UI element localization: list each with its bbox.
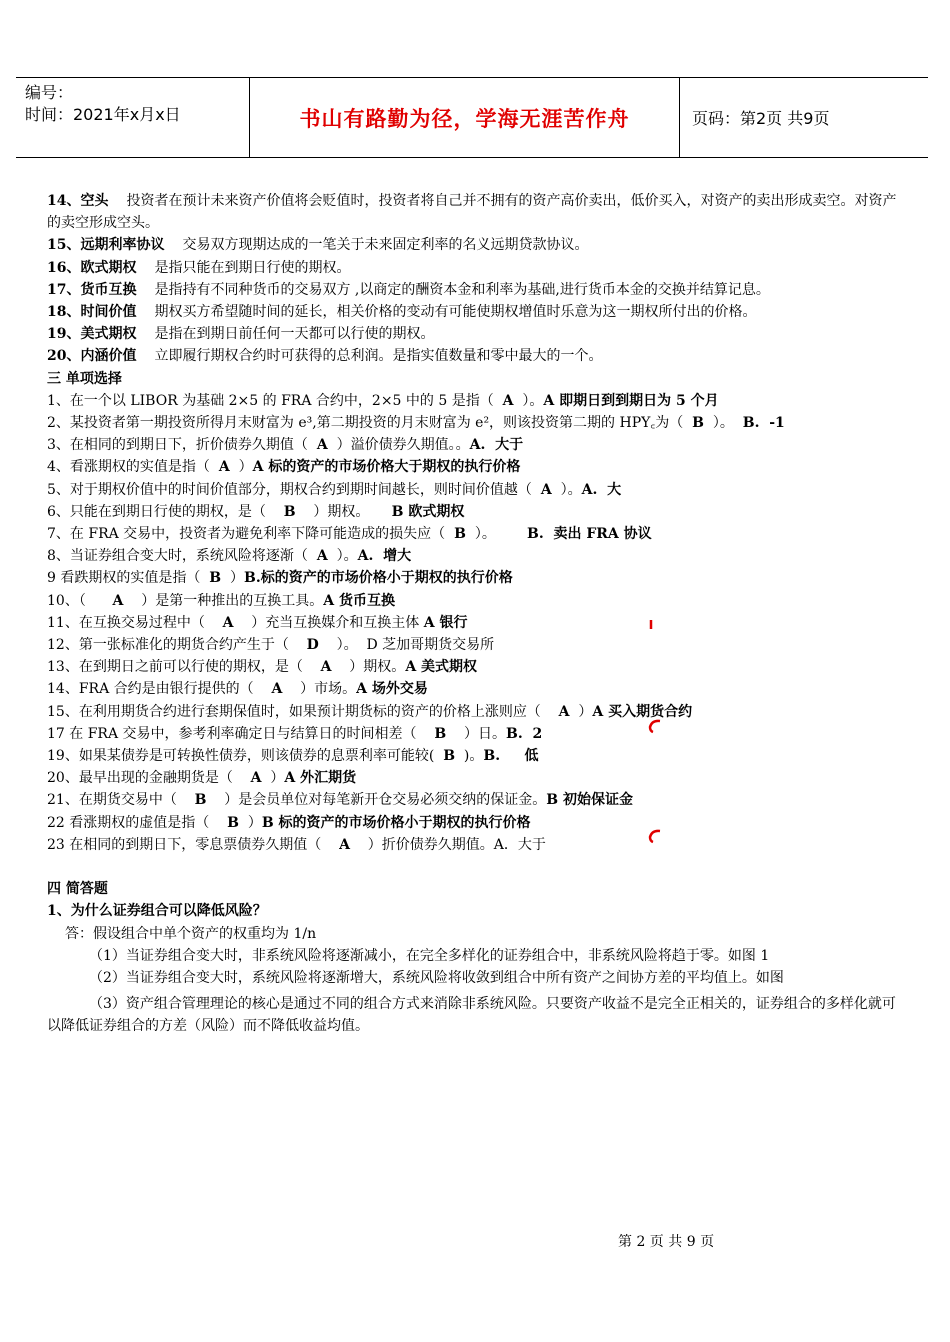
glossary-number: 20、 [47, 348, 81, 365]
short-answer-question: 1、为什么证券组合可以降低风险？ [47, 903, 267, 920]
question-text: 2、某投资者第一期投资所得月末财富为 e³,第二期投资的月末财富为 e²，则该投资第二期的 HPY꜀为（ [47, 415, 693, 432]
glossary-item [47, 279, 899, 301]
answer-text: A. 大 [581, 481, 622, 498]
answer-text: B.标的资产的市场价格小于期权的执行价格 [244, 570, 513, 587]
glossary-item [47, 345, 899, 367]
glossary-definition: 是指在到期日前任何一天都可以行使的期权。 [154, 326, 435, 343]
glossary-term: 美式期权 [80, 326, 137, 343]
answer-choice: A [218, 459, 230, 476]
glossary-number: 17、 [47, 281, 81, 298]
question-text: 23 在相同的到期日下，零息票债券久期值（ [47, 836, 340, 853]
answer-point-1: （1）当证券组合变大时，非系统风险将逐渐减小，在完全多样化的证券组合中，非系统风险将趋于零。如图 1 [89, 947, 770, 964]
question-text: 14、FRA 合约是由银行提供的（ [47, 681, 272, 698]
question-tail: ）期权。 [331, 659, 406, 676]
question-item [47, 634, 899, 656]
glossary-definition: 投资者在预计未来资产价值将会贬值时，投资者将自己并不拥有的资产高价卖出，低价买入，对资产的卖出形成卖空。对资产的卖空形成空头。 [47, 193, 897, 232]
answer-text: A 外汇期货 [284, 770, 357, 787]
question-text: 11、在互换交易过程中（ [47, 614, 223, 631]
question-item [47, 545, 899, 567]
question-item [47, 745, 899, 767]
question-tail: ）溢价债券久期值。。 [327, 437, 470, 454]
question-text: 1、在一个以 LIBOR 为基础 2×5 的 FRA 合约中，2×5 中的 5 是指（ [47, 392, 503, 409]
multiple-choice-list [47, 390, 899, 856]
question-tail: ）充当互换媒介和互换主体 [233, 614, 424, 631]
page-header [16, 77, 928, 158]
question-item [47, 412, 899, 434]
glossary-term: 远期利率协议 [80, 237, 165, 254]
header-meta [16, 78, 250, 157]
answer-choice: A [250, 770, 262, 787]
question-text: 12、第一张标准化的期货合约产生于（ [47, 637, 307, 654]
answer-point-3: （3）资产组合管理理论的核心是通过不同的组合方式来消除非系统风险。只要资产收益不是完全正相关的，证券组合的多样化就可以降低证券组合的方差（风险）而不降低收益均值。 [47, 996, 896, 1035]
question-tail: ）日。 [446, 725, 506, 742]
question-item [47, 678, 899, 700]
question-tail: ） [261, 770, 285, 787]
glossary-definition: 是指持有不同种货币的交易双方 ,以商定的酬资本金和利率为基础,进行货币本金的交换并结算记息。 [154, 281, 770, 298]
question-text: 17 在 FRA 交易中，参考利率确定日与结算日的时间相差（ [47, 725, 435, 742]
section-4-title: 四 简答题 [47, 881, 108, 898]
glossary-item [47, 190, 899, 234]
question-tail: ） [229, 459, 253, 476]
answer-choice: B [443, 748, 456, 765]
answer-choice: B [692, 415, 704, 432]
question-tail: ）。 [703, 415, 743, 432]
document-number-label: 编号： [25, 83, 74, 102]
question-tail: ）。 D 芝加哥期货交易所 [318, 637, 495, 654]
answer-text: B 初始保证金 [546, 792, 633, 809]
glossary-term: 欧式期权 [80, 259, 137, 276]
question-item [47, 456, 899, 478]
question-item [47, 434, 899, 456]
question-text: 20、最早出现的金融期货是（ [47, 770, 251, 787]
glossary-term: 空头 [80, 193, 109, 209]
glossary-definition: 立即履行期权合约时可获得的总利润。是指实值数量和零中最大的一个。 [154, 348, 603, 365]
question-item [47, 812, 899, 834]
question-item [47, 834, 899, 856]
answer-choice: B [434, 725, 447, 742]
question-tail: ） [238, 814, 262, 831]
header-motto: 书山有路勤为径，学海无涯苦作舟 [250, 78, 680, 157]
answer-intro: 答：假设组合中单个资产的权重均为 1/n [65, 925, 317, 942]
question-text: 9 看跌期权的实值是指（ [47, 570, 210, 587]
question-item [47, 523, 899, 545]
answer-text: B. -1 [742, 415, 785, 432]
glossary-term: 时间价值 [80, 304, 137, 321]
answer-choice: B [227, 814, 239, 831]
glossary-number: 19、 [47, 326, 81, 343]
question-text: 6、只能在到期日行使的期权，是（ [47, 503, 284, 520]
glossary-number: 16、 [47, 259, 81, 276]
question-item [47, 567, 899, 589]
red-hook-mark [644, 826, 666, 848]
question-tail: ）。 [465, 526, 527, 543]
question-tail: ）是第一种推出的互换工具。 [123, 592, 324, 609]
question-item [47, 656, 899, 678]
question-text: 7、在 FRA 交易中，投资者为避免利率下降可能造成的损失应（ [47, 526, 455, 543]
question-item [47, 479, 899, 501]
glossary-definition: 交易双方现期达成的一笔关于未来固定利率的名义远期贷款协议。 [182, 237, 589, 254]
page-footer: 第 2 页 共 9 页 [618, 1234, 715, 1250]
glossary-number: 15、 [47, 237, 81, 254]
answer-choice: B [194, 792, 207, 809]
answer-choice: B [454, 526, 466, 543]
glossary-definition: 期权买方希望随时间的延长，相关价格的变动有可能使期权增值时乐意为这一期权所付出的价格。 [154, 304, 757, 321]
red-hook-mark [644, 716, 666, 738]
answer-choice: A [271, 681, 283, 698]
question-text: 19、如果某债券是可转换性债券，则该债券的息票利率可能较( [47, 748, 444, 765]
answer-text: B. 卖出 FRA 协议 [526, 526, 652, 543]
section-3-title: 三 单项选择 [47, 370, 122, 387]
question-text: 4、看涨期权的实值是指（ [47, 459, 219, 476]
question-item [47, 612, 899, 634]
red-tick-mark [644, 618, 660, 634]
answer-choice: A [502, 392, 514, 409]
answer-choice: A [316, 548, 328, 565]
question-tail: ）。 [551, 481, 582, 498]
question-tail: ）期权。 [295, 503, 392, 520]
question-item [47, 590, 899, 612]
answer-point-2: （2）当证券组合变大时，系统风险将逐渐增大，系统风险将收敛到组合中所有资产之间协方差的平均值上。如图 [89, 969, 784, 986]
question-item [47, 501, 899, 523]
answer-choice: A [558, 703, 570, 720]
answer-text: A 场外交易 [356, 681, 428, 698]
answer-choice: B [283, 503, 296, 520]
question-tail: ）是会员单位对每笔新开仓交易必须交纳的保证金。 [206, 792, 547, 809]
answer-text: A 美式期权 [405, 659, 478, 676]
answer-text: B. 低 [483, 748, 539, 765]
answer-text: B. 2 [506, 725, 543, 742]
glossary-item [47, 234, 899, 256]
answer-text: A 即期日到到期日为 5 个月 [543, 392, 719, 409]
question-tail: ）折价债券久期值。A．大于 [349, 836, 546, 853]
answer-text: A. 大于 [469, 437, 524, 454]
question-text: 3、在相同的到期日下，折价债券久期值（ [47, 437, 317, 454]
glossary-item [47, 301, 899, 323]
answer-choice: A [320, 659, 332, 676]
header-page-info: 页码：第2页 共9页 [692, 109, 830, 128]
answer-text: A 买入期货合约 [592, 703, 693, 720]
answer-choice: A [540, 481, 552, 498]
answer-text: A 货币互换 [323, 592, 395, 609]
answer-choice: B [209, 570, 222, 587]
glossary-item [47, 257, 899, 279]
question-tail: ）。 [513, 392, 544, 409]
answer-text: A. 增大 [357, 548, 412, 565]
answer-text: B 欧式期权 [391, 503, 465, 520]
question-text: 21、在期货交易中（ [47, 792, 195, 809]
question-tail: ） [569, 703, 593, 720]
question-text: 10、（ [47, 592, 113, 609]
question-item [47, 789, 899, 811]
answer-text: B 标的资产的市场价格小于期权的执行价格 [261, 814, 531, 831]
answer-choice: A [112, 592, 124, 609]
glossary-term: 内涵价值 [80, 348, 137, 365]
answer-choice: A [316, 437, 328, 454]
answer-text: A 银行 [423, 614, 468, 631]
answer-choice: A [339, 836, 350, 853]
question-item [47, 723, 899, 745]
question-tail: ）。 [327, 548, 358, 565]
question-tail: ）市场。 [282, 681, 357, 698]
question-text: 8、当证券组合变大时，系统风险将逐渐（ [47, 548, 317, 565]
glossary-list [47, 190, 899, 368]
question-item [47, 767, 899, 789]
glossary-item [47, 323, 899, 345]
answer-text: A 标的资产的市场价格大于期权的执行价格 [252, 459, 521, 476]
question-tail: )。 [455, 748, 484, 765]
document-time-label: 时间：2021年x月x日 [25, 105, 181, 124]
question-tail: ） [221, 570, 245, 587]
spacer [47, 856, 899, 878]
question-text: 15、在利用期货合约进行套期保值时，如果预计期货标的资产的价格上涨则应（ [47, 703, 559, 720]
glossary-number: 14、 [47, 193, 81, 209]
question-text: 5、对于期权价值中的时间价值部分，期权合约到期时间越长，则时间价值越（ [47, 481, 541, 498]
answer-choice: A [222, 614, 234, 631]
document-body [47, 190, 899, 1038]
glossary-term: 货币互换 [80, 281, 137, 298]
question-text: 13、在到期日之前可以行使的期权，是（ [47, 659, 321, 676]
question-text: 22 看涨期权的虚值是指（ [47, 814, 228, 831]
question-item [47, 390, 899, 412]
glossary-number: 18、 [47, 304, 81, 321]
question-item [47, 701, 899, 723]
glossary-definition: 是指只能在到期日行使的期权。 [154, 259, 351, 276]
answer-choice: D [306, 637, 319, 654]
